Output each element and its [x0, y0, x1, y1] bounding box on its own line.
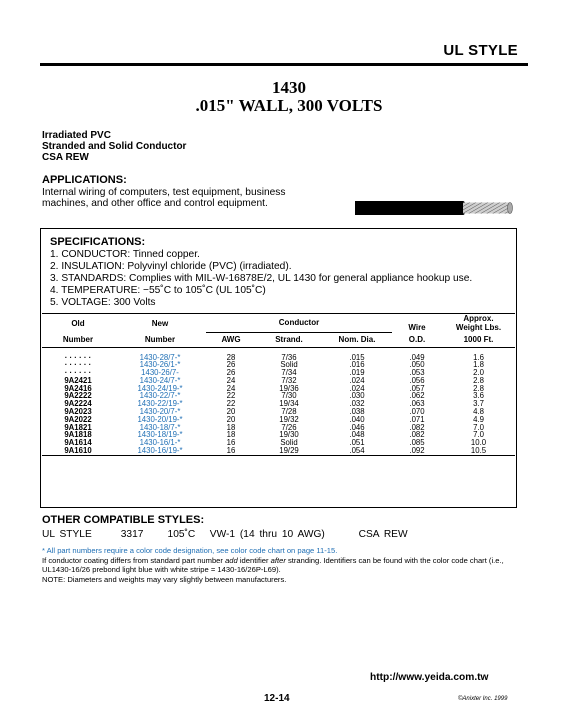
- awg-cell: 16: [226, 446, 236, 456]
- wire-od-cell: .050: [409, 360, 425, 370]
- weight-cell: 7.0: [473, 422, 484, 432]
- specifications-heading: SPECIFICATIONS:: [50, 236, 146, 248]
- wire-od-cell: .056: [409, 375, 425, 385]
- nom-dia-cell: .019: [349, 368, 365, 378]
- old-number-cell: 9A2022: [64, 414, 92, 424]
- col-awg: AWG: [221, 335, 241, 344]
- strand-cell: 7/34: [281, 368, 297, 378]
- weight-cell: 3.7: [473, 399, 484, 409]
- nom-dia-cell: .024: [349, 383, 365, 393]
- strand-cell: Solid: [280, 360, 298, 370]
- new-number-cell: 1430-28/7-*: [139, 352, 181, 362]
- spec-voltage: 5. VOLTAGE: 300 Volts: [50, 297, 156, 308]
- new-number-cell: 1430-24/7-*: [139, 375, 181, 385]
- old-number-cell: 9A2421: [64, 375, 92, 385]
- col-weight-approx: Approx.: [463, 314, 494, 323]
- nom-dia-cell: .015: [349, 352, 365, 362]
- weight-cell: 10.5: [470, 446, 487, 456]
- nom-dia-cell: .046: [349, 422, 365, 432]
- spec-conductor: 1. CONDUCTOR: Tinned copper.: [50, 249, 200, 260]
- wire-od-cell: .092: [409, 446, 425, 456]
- wire-od-cell: .070: [409, 407, 425, 417]
- table-row: [42, 369, 515, 377]
- applications-heading: APPLICATIONS:: [42, 174, 127, 186]
- weight-cell: 2.0: [473, 368, 484, 378]
- old-number-cell: 9A2224: [64, 399, 92, 409]
- table-row: [42, 400, 515, 408]
- nom-dia-cell: .016: [349, 360, 365, 370]
- old-number-cell: 9A2416: [64, 383, 92, 393]
- old-number-cell: 9A2222: [64, 391, 92, 401]
- col-wire-bottom: O.D.: [408, 334, 426, 344]
- nom-dia-cell: .051: [349, 438, 365, 448]
- other-styles-text: UL STYLE 3317 105˚C VW-1 (14 thru 10 AWG) CSA REW: [42, 529, 408, 540]
- col-wire-top: Wire: [408, 323, 426, 332]
- strand-cell: 19/36: [279, 383, 299, 393]
- new-number-cell: 1430-24/19-*: [137, 383, 183, 393]
- new-number-cell: 1430-20/19-*: [137, 414, 183, 424]
- col-old-top: Old: [71, 318, 85, 328]
- notes: [42, 546, 522, 584]
- awg-cell: 26: [226, 360, 236, 370]
- strand-cell: 19/32: [279, 414, 299, 424]
- awg-cell: 24: [226, 375, 236, 385]
- wire-od-cell: .082: [409, 430, 425, 440]
- wire-od-cell: .082: [409, 422, 425, 432]
- note-identifiers-part-c: stranding. Identifiers can be found with the color code chart (i.e., UL1430-16/26 prebond light blue with white stripe = 1430-16/26P-L69).: [42, 555, 504, 575]
- ul-style-header: UL STYLE: [443, 42, 518, 59]
- old-number-cell: 9A1818: [64, 430, 92, 440]
- awg-cell: 18: [226, 430, 236, 440]
- strand-cell: 7/26: [281, 422, 297, 432]
- awg-cell: 22: [226, 391, 236, 401]
- nom-dia-cell: .024: [349, 375, 365, 385]
- table-row: [42, 431, 515, 439]
- old-number-cell: 9A1614: [64, 438, 92, 448]
- specifications-list: [50, 249, 472, 309]
- wire-od-cell: .053: [409, 368, 425, 378]
- spec-temperature: 4. TEMPERATURE: −55˚C to 105˚C (UL 105˚C): [50, 285, 266, 296]
- weight-cell: 7.0: [473, 430, 484, 440]
- header-rule: [40, 63, 528, 66]
- applications-text: Internal wiring of computers, test equipment, business machines, and other office and control equipment.: [42, 187, 286, 210]
- spec-standards: 3. STANDARDS: Complies with MIL-W-16878E/2, UL 1430 for general appliance hookup use.: [50, 273, 473, 284]
- old-number-cell: · · · · · ·: [64, 368, 92, 378]
- awg-cell: 24: [226, 383, 236, 393]
- new-number-cell: 1430-22/19-*: [137, 399, 183, 409]
- table-row: [42, 361, 515, 369]
- awg-cell: 18: [226, 422, 236, 432]
- copyright: ©Anixter Inc. 1999: [458, 696, 508, 702]
- new-number-cell: 1430-18/7-*: [139, 422, 181, 432]
- wire-od-cell: .085: [409, 438, 425, 448]
- nom-dia-cell: .030: [349, 391, 365, 401]
- nom-dia-cell: .054: [349, 446, 365, 456]
- wire-od-cell: .057: [409, 383, 425, 393]
- note-identifiers-after: after: [270, 555, 286, 565]
- subtitle-line-2: Stranded and Solid Conductor: [42, 141, 187, 152]
- awg-cell: 20: [226, 414, 236, 424]
- col-old-bottom: Number: [62, 334, 94, 344]
- strand-cell: 7/36: [281, 352, 297, 362]
- subtitle-line-1: Irradiated PVC: [42, 130, 111, 141]
- awg-cell: 20: [226, 407, 236, 417]
- strand-cell: 19/29: [279, 446, 299, 456]
- col-strand: Strand.: [275, 335, 303, 344]
- other-styles-heading: OTHER COMPATIBLE STYLES:: [42, 514, 205, 526]
- wire-illustration: [353, 190, 513, 228]
- old-number-cell: 9A1821: [64, 422, 92, 432]
- page-number: 12-14: [264, 693, 290, 704]
- weight-cell: 10.0: [470, 438, 487, 448]
- table-row: [42, 354, 515, 362]
- spec-insulation: 2. INSULATION: Polyvinyl chloride (PVC) (irradiated).: [50, 261, 292, 272]
- product-number-title: 1430: [272, 78, 306, 97]
- strand-cell: Solid: [280, 438, 298, 448]
- subtitle-line-3: CSA REW: [42, 152, 89, 163]
- nom-dia-cell: .032: [349, 399, 365, 409]
- strand-cell: 7/28: [281, 407, 297, 417]
- note-identifiers-add: add: [225, 555, 238, 565]
- awg-cell: 28: [226, 352, 236, 362]
- new-number-cell: 1430-26/7-: [141, 368, 179, 378]
- old-number-cell: 9A2023: [64, 407, 92, 417]
- new-number-cell: 1430-16/1-*: [139, 438, 181, 448]
- product-subtitle: .015" WALL, 300 VOLTS: [195, 96, 383, 115]
- strand-cell: 19/34: [279, 399, 299, 409]
- col-new-top: New: [151, 318, 169, 328]
- old-number-cell: · · · · · ·: [64, 360, 92, 370]
- weight-cell: 3.6: [473, 391, 484, 401]
- table-row: [42, 416, 515, 424]
- new-number-cell: 1430-18/19-*: [137, 430, 183, 440]
- nom-dia-cell: .048: [349, 430, 365, 440]
- strand-cell: 7/32: [281, 375, 297, 385]
- weight-cell: 2.8: [473, 383, 484, 393]
- website-url[interactable]: http://www.yeida.com.tw: [370, 672, 489, 683]
- awg-cell: 22: [226, 399, 236, 409]
- table-row: [42, 385, 515, 393]
- table-row: [42, 447, 515, 455]
- col-conductor: Conductor: [206, 314, 392, 333]
- note-identifiers: [42, 556, 522, 575]
- weight-cell: 1.8: [473, 360, 484, 370]
- weight-cell: 4.8: [473, 407, 484, 417]
- new-number-cell: 1430-22/7-*: [139, 391, 181, 401]
- col-weight-lbs: Weight Lbs.: [455, 323, 502, 332]
- weight-cell: 2.8: [473, 375, 484, 385]
- note-color-code: * All part numbers require a color code designation, see color code chart on page 11-15.: [42, 546, 338, 555]
- other-styles-line: [42, 529, 408, 540]
- awg-cell: 26: [226, 368, 236, 378]
- awg-cell: 16: [226, 438, 236, 448]
- weight-cell: 4.9: [473, 414, 484, 424]
- strand-cell: 19/30: [279, 430, 299, 440]
- weight-cell: 1.6: [473, 352, 484, 362]
- nom-dia-cell: .040: [349, 414, 365, 424]
- wire-od-cell: .071: [409, 414, 425, 424]
- wire-od-cell: .063: [409, 399, 425, 409]
- wire-spec-table: [42, 313, 515, 455]
- col-nom-dia: Nom. Dia.: [338, 335, 376, 344]
- col-weight-top: [442, 314, 515, 333]
- note-identifiers-part-a: If conductor coating differs from standard part number: [42, 555, 226, 565]
- wire-od-cell: .062: [409, 391, 425, 401]
- col-new-bottom: Number: [144, 334, 176, 344]
- old-number-cell: 9A1610: [64, 446, 92, 456]
- new-number-cell: 1430-20/7-*: [139, 407, 181, 417]
- note-diameters: NOTE: Diameters and weights may vary slightly between manufacturers.: [42, 574, 287, 584]
- new-number-cell: 1430-16/19-*: [137, 446, 183, 456]
- nom-dia-cell: .038: [349, 407, 365, 417]
- col-weight-bottom: 1000 Ft.: [463, 334, 494, 344]
- old-number-cell: · · · · · ·: [64, 352, 92, 362]
- note-identifiers-part-b: identifier: [237, 555, 271, 565]
- new-number-cell: 1430-26/1-*: [139, 360, 181, 370]
- strand-cell: 7/30: [281, 391, 297, 401]
- wire-od-cell: .049: [409, 352, 425, 362]
